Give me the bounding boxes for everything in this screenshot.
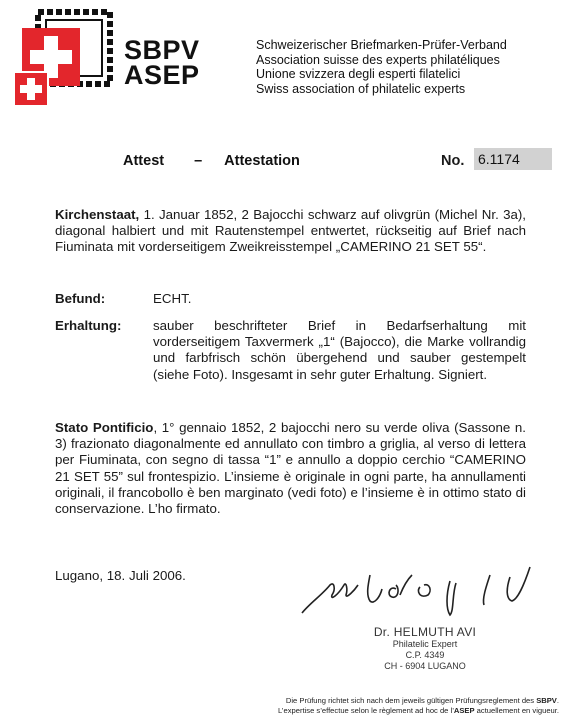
brand-sbpv: SBPV xyxy=(124,35,200,65)
befund-value: ECHT. xyxy=(153,291,192,306)
italian-text: , 1° gennaio 1852, 2 bajocchi nero su verde oliva (Sassone n. 3) frazionato diagonalmente ed annullato con timbro a griglia, al verso di lettera per Fiuminata, con segno di tassa “1” e annullo a doppio cerchio “CAMERINO 21 SET 55” sul frontespizio. L’insieme è originale in ogni parte, ha annullamenti originali, il francobollo è ben marginato (vedi foto) e l’insieme è in ottimo stato di conservazione. L’ho firmato. xyxy=(55,420,526,517)
footer-de-end: . xyxy=(556,696,559,705)
german-description xyxy=(55,207,526,256)
footer-fr-end: actuellement en vigueur. xyxy=(474,705,559,715)
footer-de-bold: SBPV xyxy=(536,696,557,705)
assoc-en: Swiss association of philatelic experts xyxy=(256,81,466,96)
signer-name: Dr. HELMUTH AVI xyxy=(373,625,477,639)
certificate-number-label: No. xyxy=(441,153,465,169)
signer-city: CH - 6904 LUGANO xyxy=(384,661,466,671)
footer-note xyxy=(278,696,559,715)
sbpv-logo-icon xyxy=(10,8,120,108)
title-attestation: Attestation xyxy=(224,153,300,169)
title-dash: – xyxy=(194,153,203,169)
footer-de-text: Die Prüfung richtet sich nach dem jeweils gültigen Prüfungsreglement des xyxy=(285,696,537,705)
brand-name xyxy=(124,35,200,90)
assoc-de: Schweizerischer Briefmarken-Prüfer-Verband xyxy=(256,38,507,52)
signer-role: Philatelic Expert xyxy=(392,639,458,649)
assoc-it: Unione svizzera degli esperti filatelici xyxy=(256,67,461,81)
german-lead: Kirchenstaat, xyxy=(55,207,140,222)
italian-description xyxy=(55,420,526,517)
certificate-title xyxy=(123,153,300,169)
certificate-number: 6.1174 xyxy=(478,151,520,167)
title-attest: Attest xyxy=(123,153,165,169)
signer-block xyxy=(360,625,490,672)
signer-box: C.P. 4349 xyxy=(405,650,445,660)
footer-line-de xyxy=(278,696,559,706)
assoc-fr: Association suisse des experts philatéliques xyxy=(256,52,500,67)
place-date: Lugano, 18. Juli 2006. xyxy=(55,568,186,583)
handwritten-signature-icon xyxy=(300,555,560,625)
footer-fr-bold: ASEP xyxy=(453,705,475,715)
italian-lead: Stato Pontificio xyxy=(55,420,154,435)
footer-line-fr xyxy=(278,706,559,716)
footer-fr-text: L’expertise s’effectue selon le règlement ad hoc de l’ xyxy=(277,705,454,715)
befund-label: Befund: xyxy=(55,291,106,306)
brand-asep: ASEP xyxy=(124,60,200,90)
erhaltung-value: sauber beschrifteter Brief in Bedarfserhaltung mit vorderseitigem Taxvermerk „1“ (Bajocco), die Marke vollrandig und farbfrisch schön übergehend und sauber gestempelt (siehe Foto). Insgesamt in sehr guter Erhaltung. Signiert. xyxy=(153,318,526,382)
association-names xyxy=(256,38,507,96)
german-text: 1. Januar 1852, 2 Bajocchi schwarz auf olivgrün (Michel Nr. 3a), diagonal halbiert und mit Rautenstempel entwertet, rückseitig auf Brief nach Fiuminata mit vorderseitigem Zweikreisstempel „CAMERINO 21 SET 55“. xyxy=(55,207,526,255)
erhaltung-label: Erhaltung: xyxy=(55,318,122,333)
